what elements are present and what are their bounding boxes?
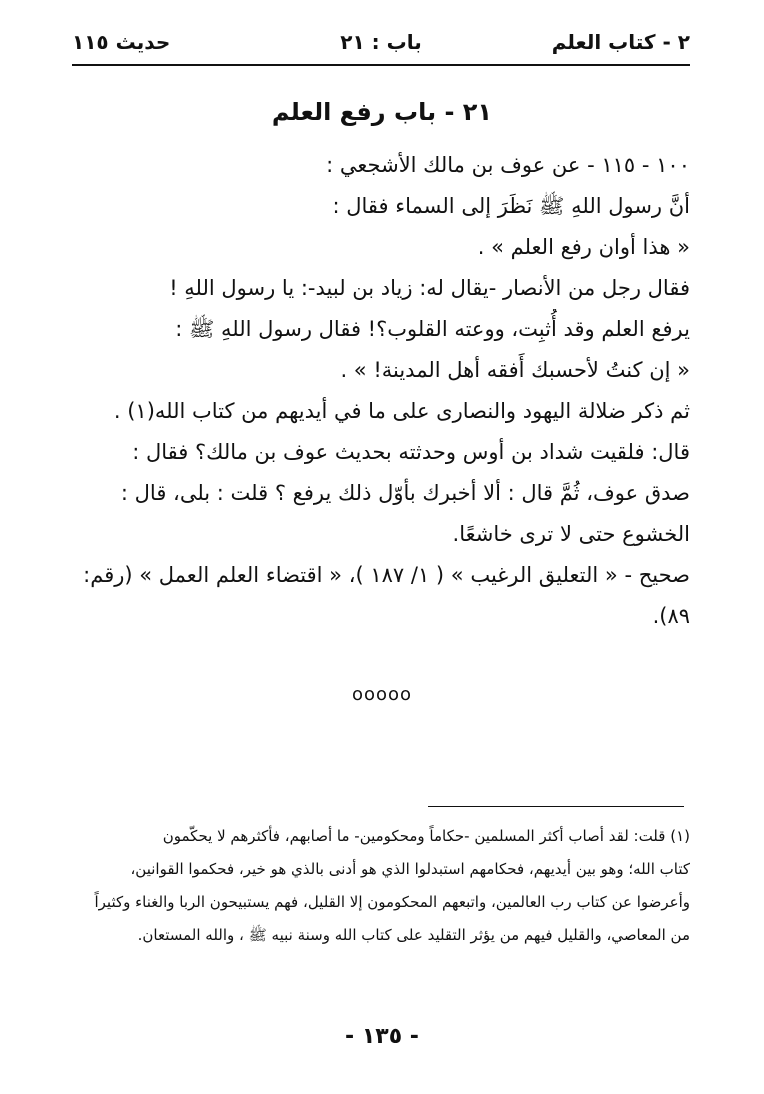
body-line: « هذا أوان رفع العلم » . [477, 235, 690, 259]
body-line: ١٠٠ - ١١٥ - عن عوف بن مالك الأشجعي : [326, 153, 690, 177]
body-line: يرفع العلم وقد أُثبِت، ووعته القلوب؟! فقال رسول اللهِ ﷺ : [175, 317, 690, 341]
footnote-line: (١) قلت: لقد أصاب أكثر المسلمين -حكاماً ومحكومين- ما أصابهم، فأكثرهم لا يحكّمون [162, 827, 690, 845]
page-number: - ١٣٥ - [345, 1024, 419, 1049]
footnote-line: وأعرضوا عن كتاب رب العالمين، واتبعهم المحكومون إلا القليل، فهم يستبيحون الربا والغناء وكثيراً [94, 893, 690, 911]
chapter-title: ٢١ - باب رفع العلم [271, 98, 493, 126]
body-line: الخشوع حتى لا ترى خاشعًا. [452, 522, 690, 546]
body-line: صدق عوف، ثُمَّ قال : ألا أخبرك بأوّل ذلك يرفع ؟ قلت : بلى، قال : [120, 481, 690, 505]
body-line: فقال رجل من الأنصار -يقال له: زياد بن لبيد-: يا رسول اللهِ ! [169, 276, 690, 300]
footnote-line: كتاب الله؛ وهو بين أيديهم، فحكامهم استبدلوا الذي هو أدنى بالذي هو خير، فحكموا القوانين، [130, 860, 690, 878]
body-line: ثم ذكر ضلالة اليهود والنصارى على ما في أيديهم من كتاب الله(١) . [113, 399, 690, 423]
body-line: أنَّ رسول اللهِ ﷺ نَظَرَ إلى السماء فقال : [332, 194, 690, 218]
body-line: قال: فلقيت شداد بن أوس وحدثته بحديث عوف بن مالك؟ فقال : [132, 440, 690, 464]
running-header [72, 28, 690, 66]
footnote-divider [428, 806, 684, 807]
header-chapter: باب : ٢١ [340, 30, 422, 54]
header-book-title: ٢ - كتاب العلم [551, 30, 690, 54]
footnote-line: من المعاصي، والقليل فيهم من يؤثر التقليد على كتاب الله وسنة نبيه ﷺ ، والله المستعان. [137, 926, 690, 944]
footnote [70, 820, 690, 952]
grading-line: صحيح - « التعليق الرغيب » ( ١/ ١٨٧ )، « اقتضاء العلم العمل » (رقم: [83, 563, 690, 587]
hadith-body [70, 145, 690, 637]
section-separator: ooooo [351, 684, 413, 705]
header-hadith-number: حديث ١١٥ [72, 30, 171, 54]
body-line: « إن كنتُ لأحسبك أَفقه أهل المدينة! » . [340, 358, 690, 382]
grading-line: ٨٩). [652, 604, 690, 628]
